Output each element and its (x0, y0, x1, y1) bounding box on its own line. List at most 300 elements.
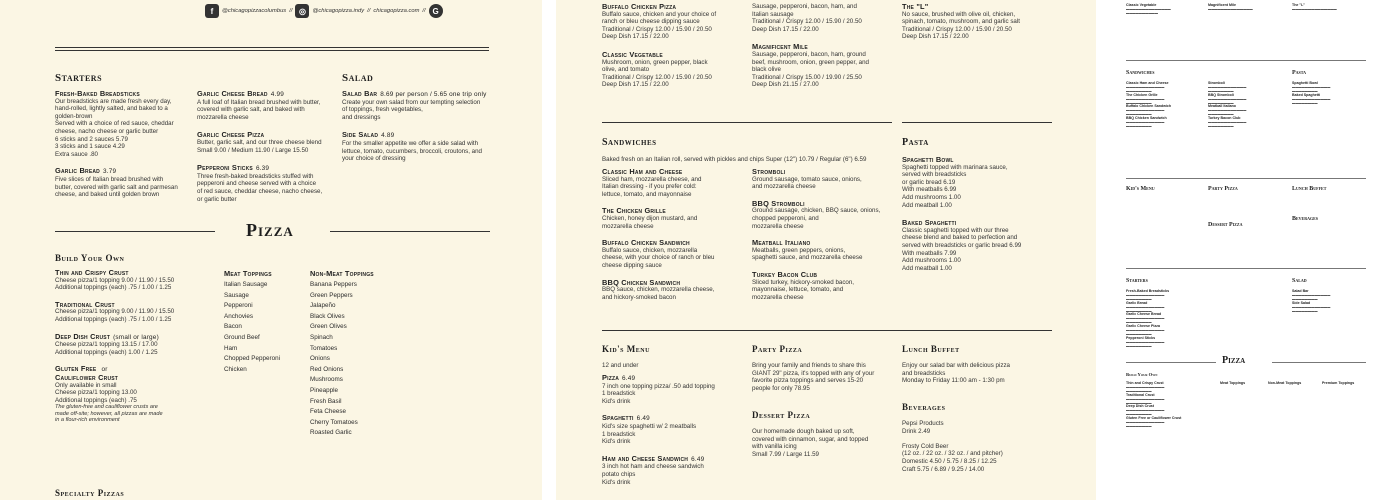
menu-item-name: Side Salad 4.89 (342, 130, 395, 140)
menu-item-desc: mozzarella cheese (602, 222, 654, 230)
text-line: Frosty Cold Beer (902, 442, 949, 450)
thumb-filler: ▬▬▬▬▬▬▬▬▬▬▬▬ (1126, 120, 1165, 125)
menu-item-name: Baked Spaghetti (902, 218, 957, 228)
thumb-item: Pepperoni Sticks (1126, 335, 1156, 340)
menu-item-desc: Add meatball 1.00 (902, 264, 952, 272)
menu-item-suffix: (small or large) (113, 333, 159, 341)
menu-item-desc: With meatballs 6.99 (902, 186, 957, 194)
divider (1126, 60, 1366, 61)
menu-item-desc: Sliced ham, mozzarella cheese, and (602, 175, 702, 183)
pasta-heading: Pasta (902, 137, 929, 148)
text-line: GIANT 29" pizza, it's topped with any of your (752, 369, 875, 377)
text-line: Pepperoni (224, 302, 253, 310)
menu-item-name: Traditional Crust (55, 299, 115, 309)
menu-item (602, 207, 747, 230)
thumb-starters: Starters (1126, 278, 1148, 284)
note-line: The gluten-free and cauliflower crusts are (55, 404, 158, 411)
menu-item-desc: Additional toppings (each) 1.00 / 1.25 (55, 348, 158, 356)
menu-item-price: 8.69 per person / 5.65 one trip only (380, 91, 487, 98)
thumb-byo: Build Your Own (1126, 372, 1158, 377)
facebook-icon[interactable]: f (205, 4, 219, 18)
text-line: Ham (224, 344, 238, 352)
lunch-heading: Lunch Buffet (902, 344, 960, 354)
menu-item-name: Gluten Free or (55, 364, 108, 374)
menu-item-desc: butter, covered with garlic salt and parmesan (55, 183, 178, 191)
menu-item-name: Stromboli (752, 167, 786, 176)
thumb-dessert: Dessert Pizza (1208, 222, 1243, 228)
thumb-item: Meatball Italiano (1208, 104, 1236, 109)
menu-item-desc: Cheese pizza/1 topping 9.00 / 11.90 / 15.50 (55, 276, 175, 284)
divider (55, 47, 489, 51)
menu-item-desc: Traditional / Crispy 12.00 / 15.90 / 20.50 (602, 25, 712, 33)
menu-item-desc: lettuce, tomato, cucumbers, broccoli, croutons, and (342, 147, 482, 155)
menu-item-desc: beef, mushroom, onion, green pepper, and (752, 58, 869, 66)
thumb-nonmeat-title: Non-Meat Toppings (1268, 381, 1302, 385)
thumb-top-col-2 (1208, 4, 1288, 12)
menu-item-name: Salad Bar 8.69 per person / 5.65 one trip only (342, 89, 487, 98)
menu-item (602, 279, 747, 302)
kids-list (602, 374, 747, 495)
thumb-filler: ▬▬▬▬▬▬▬▬▬▬▬▬ (1208, 108, 1247, 113)
thumb-filler: ▬▬▬▬▬▬▬▬▬▬▬▬ (1292, 84, 1331, 89)
text-line: Fresh Basil (310, 397, 342, 405)
thumb-filler: ▬▬▬▬▬▬▬▬▬▬▬▬ (1126, 292, 1165, 297)
menu-item-desc: Deep Dish 17.15 / 22.00 (602, 81, 669, 89)
thumb-pasta: Pasta (1292, 70, 1307, 76)
thumb-filler: ▬▬▬▬▬▬▬▬ (1126, 388, 1152, 393)
thumb-filler: ▬▬▬▬▬▬▬▬▬▬▬▬ (1126, 339, 1165, 344)
menu-item-desc: Spaghetti topped with marinara sauce, (902, 163, 1008, 171)
nonmeat-toppings-list (310, 280, 400, 439)
thumb-filler: ▬▬▬▬▬▬▬▬ (1292, 296, 1318, 301)
text-line: Pepsi Products (902, 420, 944, 427)
menu-item-desc: mayonnaise, lettuce, tomato, and (752, 286, 844, 294)
text-line: Roasted Garlic (310, 429, 352, 437)
thumb-item: Side Salad (1292, 300, 1311, 305)
menu-item-desc: No sauce, brushed with olive oil, chicken, (902, 10, 1016, 18)
menu-item (902, 156, 1052, 209)
thumb-item: Thin and Crispy Crust (1126, 381, 1164, 385)
menu-item-name: Buffalo Chicken Pizza (602, 2, 677, 11)
thumb-item: Traditional Crust (1126, 392, 1155, 397)
menu-item-name: Spaghetti 6.49 (602, 413, 650, 423)
menu-item-name: Deep Dish Crust (small or large) (55, 331, 159, 341)
dessert-desc (752, 428, 897, 458)
menu-item-desc: Cheese pizza/1 topping 9.00 / 11.90 / 15.50 (55, 308, 175, 316)
thumb-top-col-1 (1126, 4, 1206, 16)
thumb-filler: ▬▬▬▬▬▬▬▬ (1208, 88, 1234, 93)
text-line: Onions (310, 355, 330, 363)
thumb-nonmeat (1268, 382, 1301, 386)
menu-item-name: Meatball Italiano (752, 238, 811, 248)
thumb-filler: ▬▬▬▬▬▬▬▬ (1208, 123, 1234, 128)
menu-item-note (55, 404, 195, 423)
thumb-filler: ▬▬▬▬▬▬▬▬▬▬▬▬ (1208, 96, 1247, 101)
menu-item (902, 3, 1052, 41)
thumb-filler: ▬▬▬▬▬▬▬▬ (1126, 343, 1152, 348)
text-line: Black Olives (310, 312, 345, 320)
text-line: Red Onions (310, 365, 344, 373)
menu-item-name: Cauliflower Crust (55, 372, 119, 382)
menu-item (602, 239, 747, 269)
menu-item-desc: Buffalo sauce, chicken, mozzarella (602, 246, 698, 254)
menu-item-price: 3.79 (102, 168, 117, 176)
menu-item-price: 4.89 (381, 132, 395, 140)
divider (602, 330, 1052, 331)
menu-item-desc: Add mushrooms 1.00 (902, 193, 961, 201)
menu-item-desc: Three fresh-baked breadsticks stuffed with (197, 172, 314, 180)
thumb-filler: ▬▬▬▬▬▬▬▬ (1126, 423, 1152, 428)
menu-item-desc: pepperoni and cheese served with a choice (197, 180, 317, 188)
menu-item-desc: Italian sausage (752, 10, 794, 18)
menu-item (55, 90, 190, 158)
text-line: Ground Beef (224, 333, 260, 341)
thumb-filler: ▬▬▬▬▬▬▬▬ (1126, 320, 1152, 325)
menu-item-desc: hand-rolled, lightly salted, and baked to a (55, 105, 168, 113)
menu-item-desc: Sausage, pepperoni, bacon, ham, and (752, 3, 857, 10)
menu-item-price: 6.49 (622, 375, 636, 382)
thumb-filler: ▬▬▬▬▬▬▬▬▬▬▬▬ (1208, 120, 1247, 125)
starters-list (55, 90, 190, 208)
menu-item-desc: 6 sticks and 2 sauces 5.79 (55, 135, 128, 143)
menu-item (197, 90, 332, 121)
note-line: in a flour-rich environment (55, 417, 120, 424)
menu-item-desc: Cheese pizza/1 topping 13.15 / 17.00 (55, 341, 158, 349)
menu-item-desc: and hickory-smoked bacon (602, 293, 676, 301)
menu-item-desc: covered with garlic salt, and baked with (197, 106, 305, 114)
website-link[interactable]: chicagopizza.com (373, 8, 420, 14)
menu-item-desc: 1 breadstick (602, 390, 636, 398)
thumb-filler: ▬▬▬▬▬▬▬▬▬▬▬▬ (1292, 96, 1331, 101)
thumb-premium (1322, 382, 1354, 386)
thumb-item: Salad Bar (1292, 289, 1309, 293)
separator: // (367, 8, 371, 14)
menu-item-name: Fresh-Baked Breadsticks (55, 89, 140, 98)
thumb-sand-left (1126, 82, 1206, 129)
pasta-list (902, 156, 1052, 282)
thumb-item: The Chicken Grille (1126, 92, 1158, 97)
instagram-handle: @chicagopizza.indy (312, 8, 365, 14)
text-line: covered with cinnamon, sugar, and topped (752, 435, 869, 443)
specialty-col-2 (752, 3, 897, 99)
menu-item-name: Garlic Cheese Bread 4.99 (197, 89, 284, 98)
text-line: Italian Sausage (224, 281, 268, 288)
menu-item-desc: Add meatball 1.00 (902, 201, 952, 209)
thumb-filler: ▬▬▬▬▬▬▬▬ (1126, 331, 1152, 336)
thumb-item: Stromboli (1208, 81, 1225, 85)
menu-item-desc: Kid's drink (602, 397, 631, 405)
menu-item-name: Pepperoni Sticks 6.39 (197, 163, 270, 173)
menu-item-desc: Traditional / Crispy 12.00 / 15.90 / 20.50 (602, 73, 712, 81)
menu-item (752, 271, 897, 301)
menu-item-price: 6.49 (636, 415, 650, 423)
menu-item-name: Pizza 6.49 (602, 373, 636, 382)
sandwiches-right (752, 168, 897, 310)
pizza-heading: Pizza (246, 220, 294, 240)
text-line: Chopped Pepperoni (224, 355, 281, 363)
menu-item-desc: your choice of dressing (342, 155, 406, 163)
thumb-item: Classic Vegetable (1126, 3, 1157, 7)
thumb-filler: ▬▬▬▬▬▬▬▬▬▬▬▬ (1126, 108, 1165, 113)
menu-item (602, 455, 747, 486)
menu-item-name: BBQ Stromboli (752, 198, 805, 208)
menu-item (902, 219, 1052, 272)
byo-list (55, 269, 195, 433)
separator: // (289, 8, 293, 14)
thumb-filler: ▬▬▬▬▬▬▬▬▬▬▬▬ (1126, 304, 1165, 309)
thumb-filler: ▬▬▬▬▬▬▬▬▬▬▬▬ (1126, 316, 1165, 321)
divider (1126, 362, 1216, 363)
menu-item (342, 131, 492, 162)
menu-item-desc: Cheese pizza/1 topping 13.00 (55, 389, 137, 397)
thumb-item: Baked Spaghetti (1292, 92, 1321, 97)
menu-item-desc: Traditional / Crispy 15.00 / 19.90 / 25.50 (752, 73, 862, 81)
thumb-item: Garlic Cheese Bread (1126, 312, 1162, 317)
menu-item-name: BBQ Chicken Sandwich (602, 277, 681, 287)
menu-item-name: Garlic Bread 3.79 (55, 166, 117, 176)
menu-item-desc: spinach, tomato, mushroom, and garlic salt (902, 18, 1020, 26)
thumb-item: The "L" (1292, 3, 1305, 7)
specialty-col-1 (602, 3, 747, 99)
menu-item-desc: 1 breadstick (602, 430, 636, 438)
menu-item-desc: Small 9.00 / Medium 11.90 / Large 15.50 (197, 146, 309, 154)
text-line: Tomatoes (310, 344, 338, 352)
menu-item-desc: Deep Dish 17.15 / 22.00 (752, 25, 819, 33)
menu-thumbnail (1112, 0, 1380, 500)
thumb-top-col-3 (1292, 4, 1372, 12)
menu-item-desc: Sausage, pepperoni, bacon, ham, ground (752, 50, 866, 58)
thumb-item: Magnificent Mile (1208, 3, 1236, 7)
note-line: made off-site; however, all pizzas are made (55, 410, 163, 417)
menu-item-name: The Chicken Grille (602, 206, 666, 216)
kids-sub: 12 and under (602, 362, 639, 369)
thumb-salad: Salad (1292, 278, 1307, 284)
menu-item-desc: cheese, nacho cheese or garlic butter (55, 127, 159, 135)
menu-item-desc: or garlic butter (197, 195, 237, 203)
menu-item-desc: Meatballs, green peppers, onions, (752, 246, 846, 254)
text-line: Feta Cheese (310, 408, 347, 416)
thumb-item: BBQ Chicken Sandwich (1126, 116, 1167, 121)
thumb-beverages: Beverages (1292, 216, 1319, 222)
byo-heading: Build Your Own (55, 253, 125, 263)
thumb-filler: ▬▬▬▬▬▬▬▬▬▬▬▬ (1126, 96, 1165, 101)
meat-toppings-list (224, 280, 304, 375)
menu-item-or: or (99, 366, 108, 374)
menu-item-desc: chopped pepperoni, and (752, 214, 819, 222)
divider (602, 122, 892, 123)
menu-item-desc: mozzarella cheese (197, 113, 249, 121)
menu-item-desc: Traditional / Crispy 12.00 / 15.90 / 20.50 (902, 25, 1012, 33)
thumb-filler: ▬▬▬▬▬▬▬▬ (1126, 412, 1152, 417)
text-line: Our homemade dough baked up soft, (752, 428, 855, 435)
menu-item-desc: served with breadsticks or garlic bread 6.99 (902, 241, 1022, 249)
menu-item-desc: 3 sticks and 1 sauce 4.29 (55, 143, 125, 151)
text-line: Enjoy our salad bar with delicious pizza (902, 362, 1010, 369)
menu-item-name: Spaghetti Bowl (902, 155, 954, 164)
menu-item-desc: Kid's drink (602, 478, 631, 486)
text-line: Drink 2.49 (902, 427, 931, 435)
text-line: and breadsticks (902, 369, 946, 377)
menu-item-desc: Additional toppings (each) .75 / 1.00 / 1.25 (55, 315, 172, 323)
nonmeat-toppings-heading: Non-Meat Toppings (310, 269, 374, 278)
text-line: Mushrooms (310, 376, 343, 384)
menu-item-desc: Mushroom, onion, green pepper, black (602, 58, 708, 66)
menu-item-name: The "L" (902, 2, 929, 11)
menu-item (602, 3, 747, 41)
menu-item-desc: Traditional / Crispy 12.00 / 15.90 / 20.50 (752, 18, 862, 26)
thumb-filler: ▬▬▬▬▬▬▬▬▬▬▬▬ (1292, 304, 1331, 309)
thumb-filler: ▬▬▬▬▬▬▬▬▬▬ (1126, 10, 1158, 15)
thumb-filler: ▬▬▬▬▬▬▬▬▬▬▬▬ (1126, 408, 1165, 413)
thumb-meat-title: Meat Toppings (1220, 381, 1246, 385)
menu-item-desc: Our breadsticks are made fresh every day, (55, 97, 172, 105)
thumb-meat (1220, 382, 1245, 386)
menu-item-desc: golden-brown (55, 112, 93, 120)
thumb-sand-right (1208, 82, 1288, 129)
thumb-item: Gluten Free or Cauliflower Crust (1126, 416, 1182, 421)
specialty-heading: Specialty Pizzas (55, 488, 125, 498)
text-line: Anchovies (224, 312, 254, 320)
menu-item (602, 168, 747, 198)
menu-item-price: 4.99 (270, 91, 284, 98)
menu-item-desc: With meatballs 7.99 (902, 249, 957, 257)
thumb-filler: ▬▬▬▬▬▬▬▬▬▬▬▬ (1126, 420, 1165, 425)
menu-item-name: Turkey Bacon Club (752, 269, 818, 279)
menu-item (752, 3, 897, 33)
thumb-item: Classic Ham and Cheese (1126, 81, 1169, 85)
menu-item-desc: Sliced turkey, hickory-smoked bacon, (752, 278, 855, 286)
sandwiches-left (602, 168, 747, 310)
thumb-item: Turkey Bacon Club (1208, 116, 1241, 121)
menu-item-name: Thin and Crispy Crust (55, 268, 129, 277)
thumb-filler: ▬▬▬▬▬▬▬▬ (1292, 308, 1318, 313)
text-line: Jalapeño (310, 302, 336, 310)
menu-item-desc: mozzarella cheese (752, 293, 804, 301)
menu-item-desc: cheese, and baked until golden brown (55, 191, 160, 199)
thumb-pasta-list (1292, 82, 1372, 105)
menu-item (602, 374, 747, 405)
thumb-item: Spaghetti Bowl (1292, 81, 1318, 85)
sandwiches-heading: Sandwiches (602, 137, 657, 148)
thumb-filler: ▬▬▬▬▬▬▬▬▬▬▬▬ (1126, 396, 1165, 401)
thumb-filler: ▬▬▬▬▬▬▬▬ (1208, 100, 1234, 105)
thumb-filler: ▬▬▬▬▬▬▬▬▬▬▬▬▬▬ (1292, 6, 1337, 11)
starters-heading: Starters (55, 72, 103, 84)
text-line (902, 435, 1052, 443)
menu-item-desc: 3 inch hot ham and cheese sandwich (602, 463, 704, 471)
menu-item-desc: Butter, garlic salt, and our three cheese blend (197, 138, 322, 146)
thumb-salad-list (1292, 290, 1372, 313)
menu-page-left (0, 0, 542, 500)
dessert-heading: Dessert Pizza (752, 410, 811, 420)
menu-item-name: Classic Ham and Cheese (602, 167, 683, 176)
menu-item (55, 333, 195, 357)
menu-item-desc: Create your own salad from our tempting selection (342, 98, 481, 106)
menu-item (55, 167, 190, 198)
menu-item-name: Ham and Cheese Sandwich 6.49 (602, 453, 705, 463)
thumb-filler: ▬▬▬▬▬▬▬▬ (1126, 308, 1152, 313)
thumb-party: Party Pizza (1208, 186, 1238, 192)
text-line: Sausage (224, 291, 249, 299)
thumb-pizza: Pizza (1222, 355, 1246, 366)
menu-item (752, 239, 897, 262)
menu-item-desc: Extra sauce .80 (55, 150, 98, 158)
thumb-filler: ▬▬▬▬▬▬▬▬ (1292, 88, 1318, 93)
text-line: Monday to Friday 11:00 am - 1:30 pm (902, 377, 1005, 385)
menu-item (55, 365, 195, 423)
lunch-desc (902, 362, 1052, 385)
thumb-kids: Kid's Menu (1126, 186, 1155, 192)
menu-item-desc: BBQ sauce, chicken, mozzarella cheese, (602, 286, 715, 294)
divider (1126, 178, 1366, 179)
menu-item-desc: Deep Dish 17.15 / 22.00 (602, 33, 669, 41)
text-line: Pineapple (310, 386, 339, 394)
menu-item-desc: Kid's drink (602, 438, 631, 446)
thumb-item: Garlic Cheese Pizza (1126, 324, 1160, 329)
menu-item-desc: potato chips (602, 470, 636, 478)
menu-item-desc: 7 inch one topping pizza/ .50 add topping (602, 382, 715, 390)
thumb-item: Buffalo Chicken Sandwich (1126, 104, 1172, 109)
thumb-filler: ▬▬▬▬▬▬▬▬ (1126, 112, 1152, 117)
text-line: Cherry Tomatoes (310, 418, 358, 426)
facebook-handle: @chicagopizzacolumbus (222, 8, 287, 14)
beverages-heading: Beverages (902, 402, 946, 412)
thumb-sandwiches: Sandwiches (1126, 70, 1155, 76)
text-line: Spinach (310, 333, 333, 341)
thumb-item: Fresh-Baked Breadsticks (1126, 289, 1170, 293)
google-icon[interactable]: G (429, 4, 443, 18)
menu-item-desc: and dressings (342, 113, 381, 121)
menu-item (197, 131, 332, 154)
menu-item-desc: lettuce, tomato, and mayonnaise (602, 190, 692, 198)
menu-item-desc: mozzarella cheese (752, 222, 804, 230)
thumb-filler: ▬▬▬▬▬▬▬▬▬▬▬▬ (1292, 292, 1331, 297)
divider (902, 122, 1052, 123)
menu-item-desc: Served with a choice of red sauce, cheddar (55, 120, 174, 128)
menu-item (752, 43, 897, 89)
text-line: Domestic 4.50 / 5.75 / 8.25 / 12.25 (902, 457, 997, 465)
menu-item-desc: of toppings, fresh vegetables, (342, 106, 423, 114)
menu-item-desc: Chicken, honey dijon mustard, and (602, 214, 698, 222)
thumb-item: BBQ Stromboli (1208, 92, 1234, 97)
menu-item-desc: Ground sausage, tomato sauce, onions, (752, 175, 862, 183)
menu-item (197, 164, 332, 203)
thumb-premium-title: Premium Toppings (1322, 381, 1355, 385)
menu-page-middle (556, 0, 1096, 500)
thumb-filler: ▬▬▬▬▬▬▬▬ (1126, 296, 1152, 301)
text-line: Green Olives (310, 323, 347, 331)
text-line: Small 7.99 / Large 11.59 (752, 450, 819, 458)
text-line: (12 oz. / 22 oz. / 32 oz. / and pitcher) (902, 450, 1003, 458)
thumb-filler: ▬▬▬▬▬▬▬▬▬▬▬▬ (1208, 84, 1247, 89)
menu-item (55, 301, 195, 324)
thumb-filler: ▬▬▬▬▬▬▬▬▬▬▬▬▬▬ (1126, 6, 1171, 11)
menu-item-desc: spaghetti sauce, and mozzarella cheese (752, 254, 863, 262)
menu-item-desc: Deep Dish 21.15 / 27.00 (752, 81, 819, 89)
menu-item-desc: cheese dipping sauce (602, 261, 662, 269)
text-line: Green Peppers (310, 291, 353, 299)
menu-item-desc: Five slices of Italian bread brushed with (55, 175, 164, 183)
menu-item-desc: For the smaller appetite we offer a side salad with (342, 139, 479, 147)
instagram-icon[interactable]: ◎ (295, 4, 309, 18)
menu-item-desc: Only available in small (55, 381, 117, 389)
beverages-list (902, 420, 1052, 473)
text-line: Banana Peppers (310, 281, 357, 288)
menu-item-desc: Additional toppings (each) .75 (55, 396, 137, 404)
menu-item-name: Garlic Cheese Pizza (197, 130, 265, 140)
divider (1126, 268, 1366, 269)
menu-item-desc: ranch or bleu cheese dipping sauce (602, 18, 700, 26)
